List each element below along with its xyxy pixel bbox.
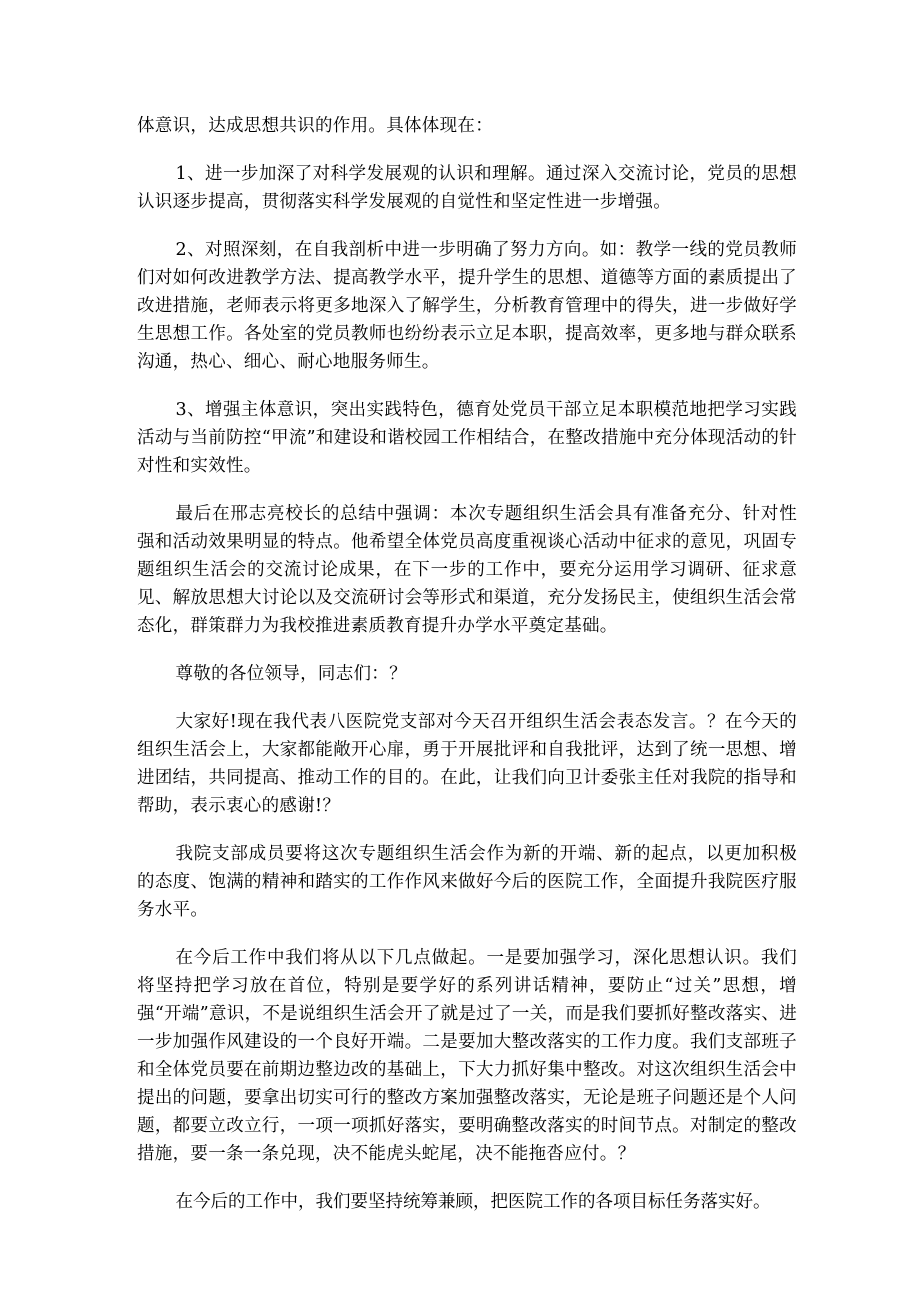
paragraph-point-2: 2、对照深刻，在自我剖析中进一步明确了努力方向。如：教学一线的党员教师们对如何改进教学方法、提高教学水平，提升学生的思想、道德等方面的素质提出了改进措施，老师表示将更多地深入了解学生，分析教育管理中的得失，进一步做好学生思想工作。各处室的党员教师也纷纷表示立足本职，提高效率，更多地与群众联系沟通，热心、细心、耐心地服务师生。: [137, 240, 797, 372]
paragraph-commitment: 我院支部成员要将这次专题组织生活会作为新的开端、新的起点，以更加积极的态度、饱满的精神和踏实的工作作风来做好今后的医院工作，全面提升我院医疗服务水平。: [137, 844, 797, 920]
paragraph-future-work: 在今后工作中我们将从以下几点做起。一是要加强学习，深化思想认识。我们将坚持把学习放在首位，特别是要学好的系列讲话精神，要防止“过关”思想，增强“开端”意识，不是说组织生活会开了就是过了一关，而是我们要抓好整改落实、进一步加强作风建设的一个良好开端。二是要加大整改落实的工作力度。我们支部班子和全体党员要在前期边整边改的基础上，下大力抓好集中整改。对这次组织生活会中提出的问题，要拿出切实可行的整改方案加强整改落实，无论是班子问题还是个人问题，都要立改立行，一项一项抓好落实，要明确整改落实的时间节点。对制定的整改措施，要一条一条兑现，决不能虎头蛇尾，决不能拖沓应付。？: [137, 948, 797, 1164]
paragraph-point-3: 3、增强主体意识，突出实践特色，德育处党员干部立足本职模范地把学习实践活动与当前防控“甲流”和建设和谐校园工作相结合，在整改措施中充分体现活动的针对性和实效性。: [137, 400, 797, 476]
paragraph-closing: 在今后的工作中，我们要坚持统筹兼顾，把医院工作的各项目标任务落实好。: [175, 1192, 771, 1212]
paragraph-greeting: 大家好!现在我代表八医院党支部对今天召开组织生活会表态发言。？在今天的组织生活会上，大家都能敞开心扉，勇于开展批评和自我批评，达到了统一思想、增进团结，共同提高、推动工作的目的。在此，让我们向卫计委张主任对我院的指导和帮助，表示衷心的感谢!？: [137, 712, 797, 816]
paragraph-principal-summary: 最后在邢志亮校长的总结中强调：本次专题组织生活会具有准备充分、针对性强和活动效果明显的特点。他希望全体党员高度重视谈心活动中征求的意见，巩固专题组织生活会的交流讨论成果，在下一步的工作中，要充分运用学习调研、征求意见、解放思想大讨论以及交流研讨会等形式和渠道，充分发扬民主，使组织生活会常态化，群策群力为我校推进素质教育提升办学水平奠定基础。: [137, 504, 797, 636]
paragraph-salutation: 尊敬的各位领导，同志们：？: [175, 664, 407, 684]
document-body: [137, 112, 797, 1216]
paragraph-point-1: 1、进一步加深了对科学发展观的认识和理解。通过深入交流讨论，党员的思想认识逐步提高，贯彻落实科学发展观的自觉性和坚定性进一步增强。: [137, 164, 797, 212]
paragraph-intro: 体意识，达成思想共识的作用。具体体现在：: [137, 116, 493, 136]
